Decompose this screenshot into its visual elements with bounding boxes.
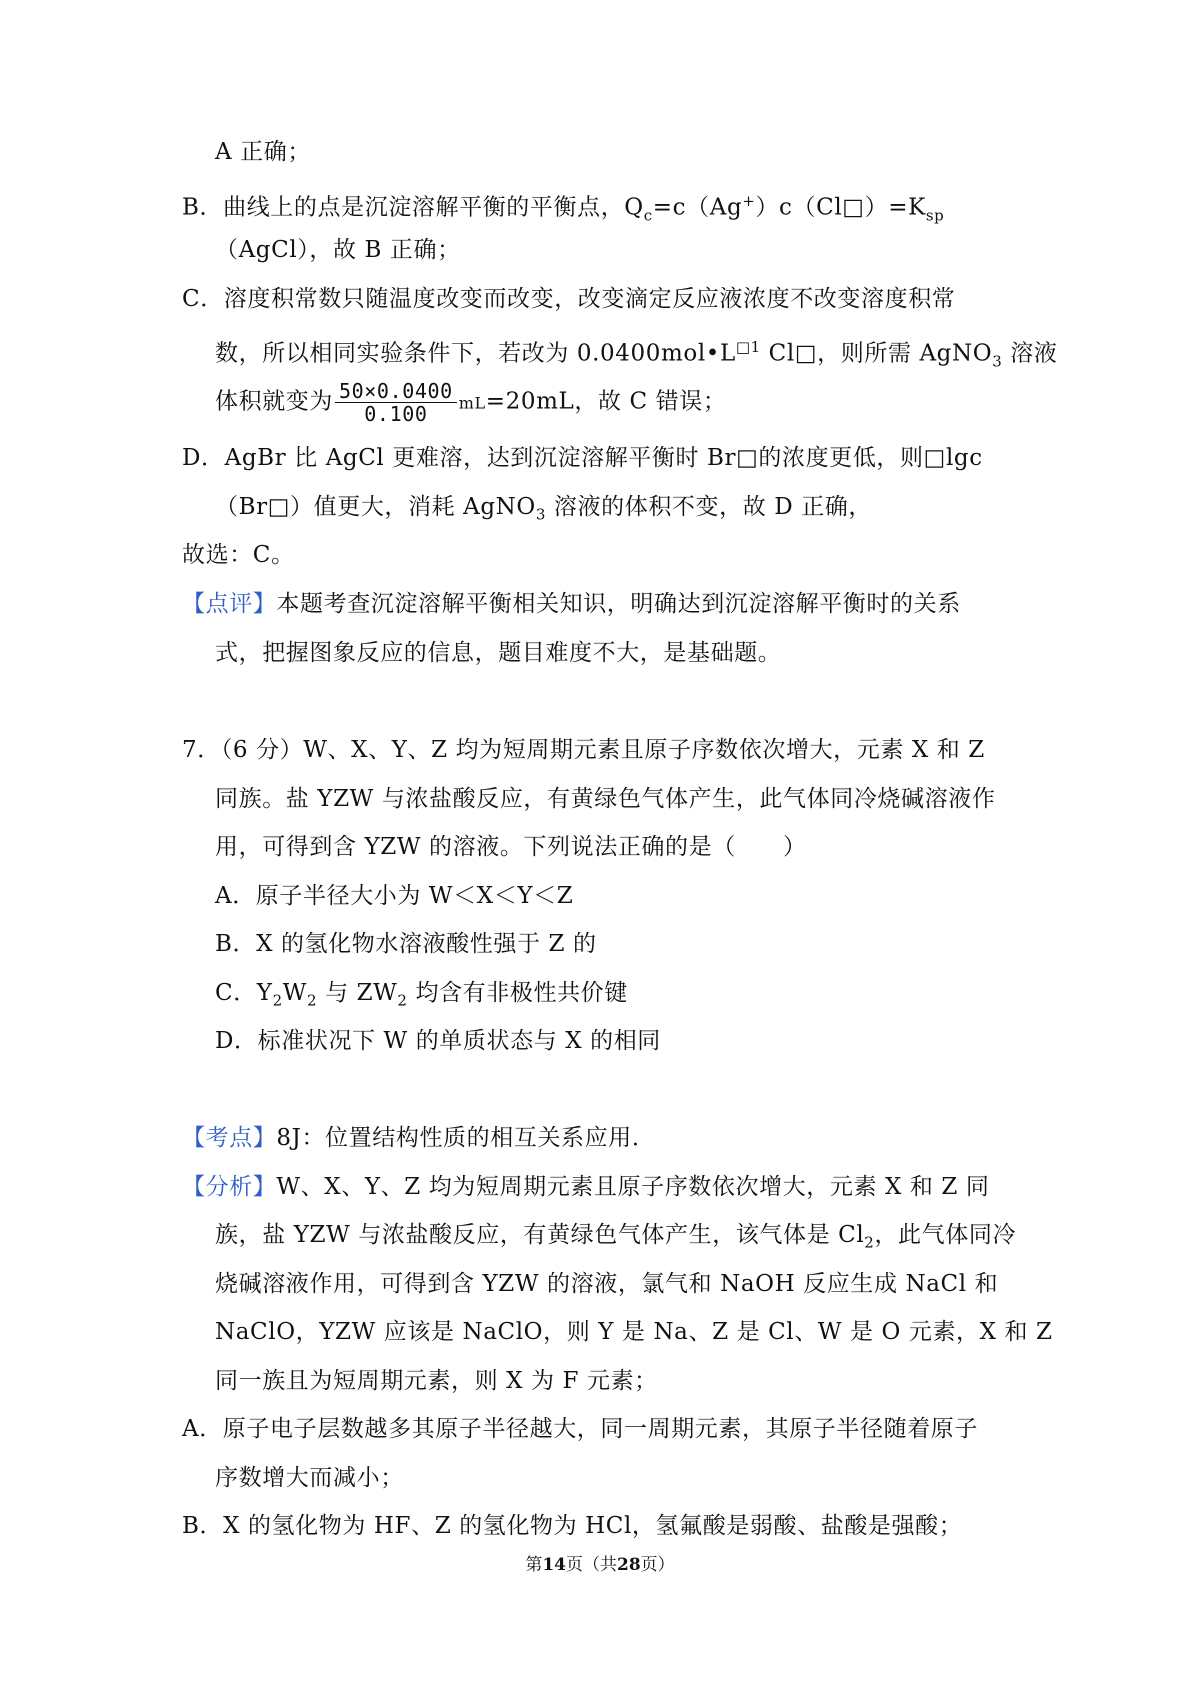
text-run: 同一族且为短周期元素，则 X 为 F 元素； <box>215 1368 658 1394</box>
text-run: 溶液的体积不变，故 D 正确， <box>546 494 872 520</box>
text-line-11 <box>215 637 781 669</box>
text-line-23 <box>215 1316 1053 1348</box>
text-line-27 <box>182 1510 962 1542</box>
text-run: ，此气体同冷 <box>874 1222 1017 1248</box>
text-run: B．曲线上的点是沉淀溶解平衡的平衡点，Q <box>182 194 644 221</box>
text-line-21 <box>215 1219 1016 1259</box>
text-line-3 <box>215 234 461 266</box>
text-line-9 <box>182 539 295 571</box>
text-line-18 <box>215 1025 661 1057</box>
text-run: 本题考查沉淀溶解平衡相关知识，明确达到沉淀溶解平衡时的关系 <box>276 591 961 617</box>
text-line-2 <box>182 185 944 231</box>
text-run: D．标准状况下 W 的单质状态与 X 的相同 <box>215 1028 661 1054</box>
subscript: 2 <box>272 991 283 1010</box>
text-line-25 <box>182 1413 978 1445</box>
text-run: W <box>282 980 307 1006</box>
text-run: 故选：C。 <box>182 542 295 568</box>
subscript: 2 <box>307 991 318 1010</box>
text-line-16 <box>215 928 597 960</box>
text-run: =20mL，故 C 错误； <box>485 388 727 415</box>
text-run: B．X 的氢化物水溶液酸性强于 Z 的 <box>215 931 597 957</box>
text-run: NaClO，YZW 应该是 NaClO，则 Y 是 Na、Z 是 Cl、W 是 O 元素，X 和 Z <box>215 1319 1053 1345</box>
subscript: sp <box>925 206 945 225</box>
superscript: + <box>742 192 756 210</box>
text-line-4 <box>182 283 955 315</box>
text-run: 同族。盐 YZW 与浓盐酸反应，有黄绿色气体产生，此气体同冷烧碱溶液作 <box>215 786 996 812</box>
text-line-19 <box>182 1122 655 1154</box>
text-run: 8J：位置结构性质的相互关系应用． <box>276 1125 656 1151</box>
text-run: 体积就变为 <box>215 388 333 415</box>
subscript: c <box>643 206 653 225</box>
footer-suffix: 页） <box>640 1555 675 1575</box>
text-line-24 <box>215 1365 658 1397</box>
text-run: 式，把握图象反应的信息，题目难度不大，是基础题。 <box>215 640 782 666</box>
text-line-1 <box>215 136 311 168</box>
text-run: B．X 的氢化物为 HF、Z 的氢化物为 HCl，氢氟酸是弱酸、盐酸是强酸； <box>182 1513 963 1539</box>
text-line-14 <box>215 831 807 863</box>
text-line-12 <box>182 734 985 766</box>
subscript: 3 <box>992 352 1003 371</box>
text-line-22 <box>215 1268 998 1300</box>
text-run: W、X、Y、Z 均为短周期元素且原子序数依次增大，元素 X 和 Z 同 <box>276 1174 990 1200</box>
text-run: 7．（6 分）W、X、Y、Z 均为短周期元素且原子序数依次增大，元素 X 和 Z <box>182 737 985 763</box>
text-run: 数，所以相同实验条件下，若改为 0.0400mol•L <box>215 340 736 367</box>
text-line-6 <box>215 380 726 425</box>
text-line-20 <box>182 1171 990 1203</box>
subscript: 3 <box>535 505 547 524</box>
subscript: 2 <box>864 1233 875 1252</box>
text-line-26 <box>215 1462 404 1494</box>
text-run: C．Y <box>215 980 273 1006</box>
text-run: D．AgBr 比 AgCl 更难溶，达到沉淀溶解平衡时 Br□的浓度更低，则□lgc <box>182 445 983 471</box>
text-run: ）c（Cl□）=K <box>755 194 926 221</box>
subscript: 2 <box>397 991 408 1010</box>
text-run: 均含有非极性共价键 <box>407 980 628 1006</box>
text-line-15 <box>215 880 573 912</box>
section-tag: 【点评】 <box>182 591 277 617</box>
unit-label: mL <box>458 393 486 413</box>
text-run: 与 ZW <box>317 980 398 1006</box>
text-run: 烧碱溶液作用，可得到含 YZW 的溶液，氯气和 NaOH 反应生成 NaCl 和 <box>215 1271 999 1297</box>
text-line-17 <box>215 977 628 1017</box>
footer-total-pages: 28 <box>617 1555 641 1575</box>
text-run: 用，可得到含 YZW 的溶液。下列说法正确的是（ ） <box>215 834 807 860</box>
superscript: □1 <box>735 338 761 356</box>
text-run: （Br□）值更大，消耗 AgNO <box>215 494 536 520</box>
page-footer <box>0 1553 1200 1577</box>
fraction-denominator: 0.100 <box>364 402 428 426</box>
footer-prefix: 第 <box>525 1555 543 1575</box>
text-run: Cl□，则所需 AgNO <box>760 340 993 367</box>
section-tag: 【考点】 <box>182 1125 277 1151</box>
text-line-13 <box>215 783 995 815</box>
text-line-10 <box>182 588 961 620</box>
text-run: =c（Ag <box>652 194 743 221</box>
text-run: A 正确； <box>215 139 311 165</box>
footer-page-number: 14 <box>542 1555 566 1575</box>
text-run: A．原子半径大小为 W＜X＜Y＜Z <box>215 883 574 909</box>
text-run: 族，盐 YZW 与浓盐酸反应，有黄绿色气体产生，该气体是 Cl <box>215 1222 865 1248</box>
text-run: 序数增大而减小； <box>215 1465 404 1491</box>
fraction <box>335 380 457 425</box>
text-run: 溶液 <box>1002 340 1058 367</box>
text-line-7 <box>182 442 983 474</box>
text-line-5 <box>215 331 1057 377</box>
fraction-numerator: 50×0.0400 <box>335 380 457 403</box>
section-tag: 【分析】 <box>182 1174 277 1200</box>
text-run: C．溶度积常数只随温度改变而改变，改变滴定反应液浓度不改变溶度积常 <box>182 286 956 312</box>
footer-middle: 页（共 <box>566 1555 617 1575</box>
text-line-8 <box>215 491 872 531</box>
text-run: A．原子电子层数越多其原子半径越大，同一周期元素，其原子半径随着原子 <box>182 1416 979 1442</box>
text-run: （AgCl），故 B 正确； <box>215 237 461 263</box>
